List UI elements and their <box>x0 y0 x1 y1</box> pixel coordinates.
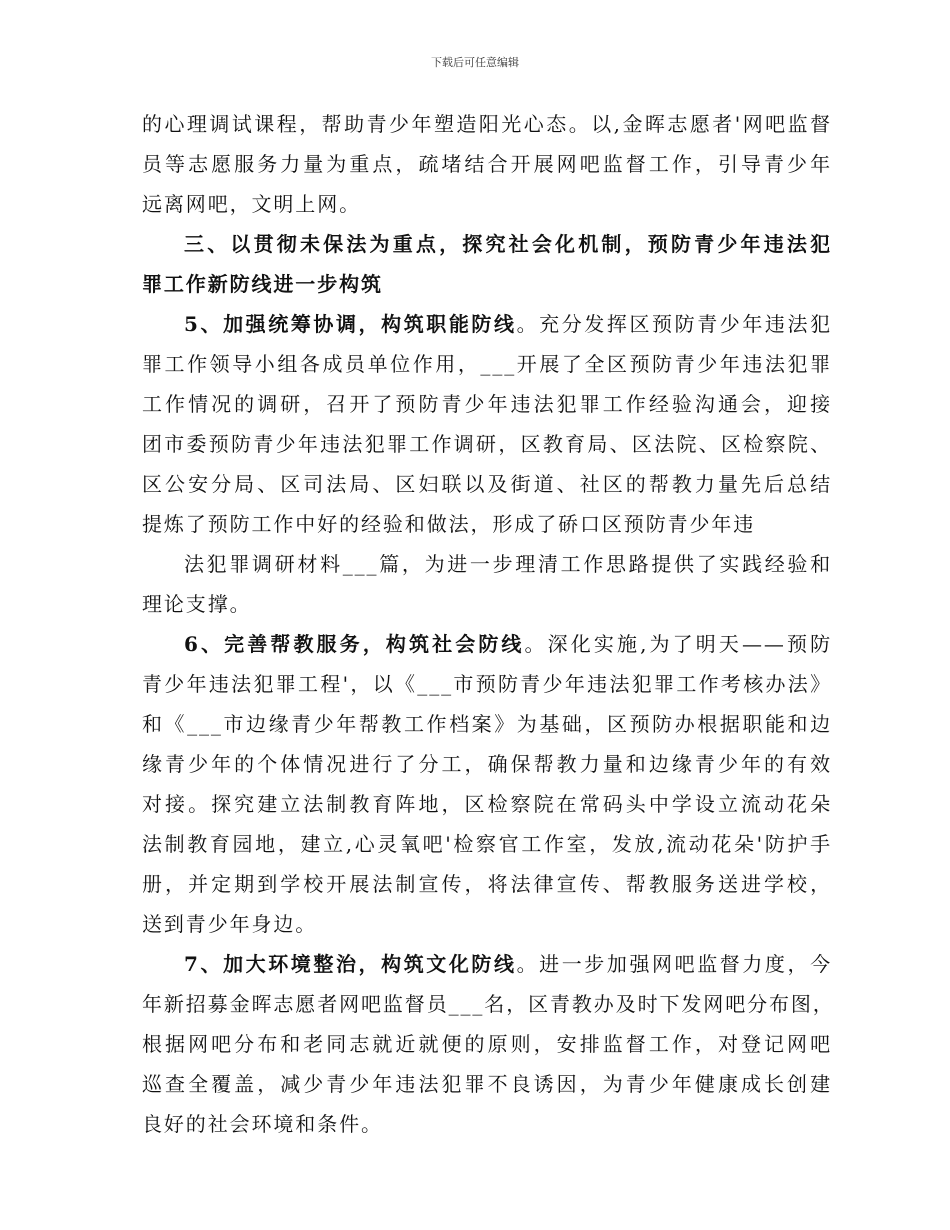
paragraph-line <box>142 944 832 984</box>
line-text: 册，并定期到学校开展法制宣传，将法律宣传、帮教服务送进学校， <box>142 872 832 896</box>
section-heading-line <box>142 224 832 264</box>
item-heading: 7、加大环境整治，构筑文化防线 <box>184 952 517 976</box>
line-text: 根据网吧分布和老同志就近就便的原则，安排监督工作，对登记网吧 <box>142 1032 832 1056</box>
paragraph-line <box>142 344 832 384</box>
line-text: 良好的社会环境和条件。 <box>142 1112 383 1136</box>
line-text: 远离网吧，文明上网。 <box>142 192 361 216</box>
paragraph-line <box>142 464 832 504</box>
line-text: 。进一步加强网吧监督力度，今 <box>516 952 832 976</box>
line-text: 团市委预防青少年违法犯罪工作调研，区教育局、区法院、区检察院、 <box>142 432 832 456</box>
paragraph-line <box>142 784 832 824</box>
line-text: 员等志愿服务力量为重点，疏堵结合开展网吧监督工作，引导青少年 <box>142 152 832 176</box>
line-text: 提炼了预防工作中好的经验和做法，形成了硚口区预防青少年违 <box>142 512 756 536</box>
paragraph-line <box>142 624 832 664</box>
line-text: 和《___市边缘青少年帮教工作档案》为基础，区预防办根据职能和边 <box>142 712 832 736</box>
line-text: 对接。探究建立法制教育阵地，区检察院在常码头中学设立流动花朵 <box>142 792 832 816</box>
page-header: 下载后可任意编辑 <box>431 56 519 69</box>
paragraph-line <box>142 824 832 864</box>
paragraph-line <box>142 184 832 224</box>
paragraph-line <box>142 984 835 1024</box>
line-text: 年新招募金晖志愿者网吧监督员___名，区青教办及时下发网吧分布图， <box>142 992 835 1016</box>
section-heading-text: 三、以贯彻未保法为重点，探究社会化机制，预防青少年违法犯 <box>184 232 832 256</box>
item-heading: 6、完善帮教服务，构筑社会防线 <box>184 632 525 656</box>
line-text: 区公安分局、区司法局、区妇联以及街道、社区的帮教力量先后总结 <box>142 472 832 496</box>
paragraph-line <box>142 304 832 344</box>
line-text: 缘青少年的个体情况进行了分工，确保帮教力量和边缘青少年的有效 <box>142 752 832 776</box>
paragraph-line <box>142 544 832 584</box>
paragraph-line <box>142 384 832 424</box>
line-text: 法制教育园地，建立,心灵氧吧'检察官工作室，发放,流动花朵'防护手 <box>142 832 832 856</box>
paragraph-line <box>142 1104 832 1144</box>
paragraph-line <box>142 504 832 544</box>
section-heading-line <box>142 264 832 304</box>
paragraph-line <box>142 424 832 464</box>
paragraph-line <box>142 104 832 144</box>
line-text: 罪工作领导小组各成员单位作用，___开展了全区预防青少年违法犯罪 <box>142 352 832 376</box>
document-body <box>142 104 835 1144</box>
line-text: 理论支撑。 <box>142 592 252 616</box>
paragraph-line <box>142 864 832 904</box>
paragraph-line <box>142 704 832 744</box>
paragraph-line <box>142 584 832 624</box>
paragraph-line <box>142 1064 832 1104</box>
line-text: 巡查全覆盖，减少青少年违法犯罪不良诱因，为青少年健康成长创建 <box>142 1072 832 1096</box>
paragraph-line <box>142 1024 832 1064</box>
line-text: 的心理调试课程，帮助青少年塑造阳光心态。以,金晖志愿者'网吧监督 <box>142 112 832 136</box>
line-text: 。深化实施,为了明天——预防 <box>524 632 832 656</box>
line-text: 法犯罪调研材料___篇，为进一步理清工作思路提供了实践经验和 <box>184 552 832 576</box>
paragraph-line <box>142 664 832 704</box>
paragraph-line <box>142 904 832 944</box>
line-text: 青少年违法犯罪工程'，以《___市预防青少年违法犯罪工作考核办法》 <box>142 672 832 696</box>
line-text: 送到青少年身边。 <box>142 912 318 936</box>
paragraph-line <box>142 744 832 784</box>
item-heading: 5、加强统筹协调，构筑职能防线 <box>184 312 517 336</box>
line-text: 工作情况的调研，召开了预防青少年违法犯罪工作经验沟通会，迎接 <box>142 392 832 416</box>
paragraph-line <box>142 144 832 184</box>
section-heading-text: 罪工作新防线进一步构筑 <box>142 272 383 296</box>
line-text: 。充分发挥区预防青少年违法犯 <box>516 312 832 336</box>
